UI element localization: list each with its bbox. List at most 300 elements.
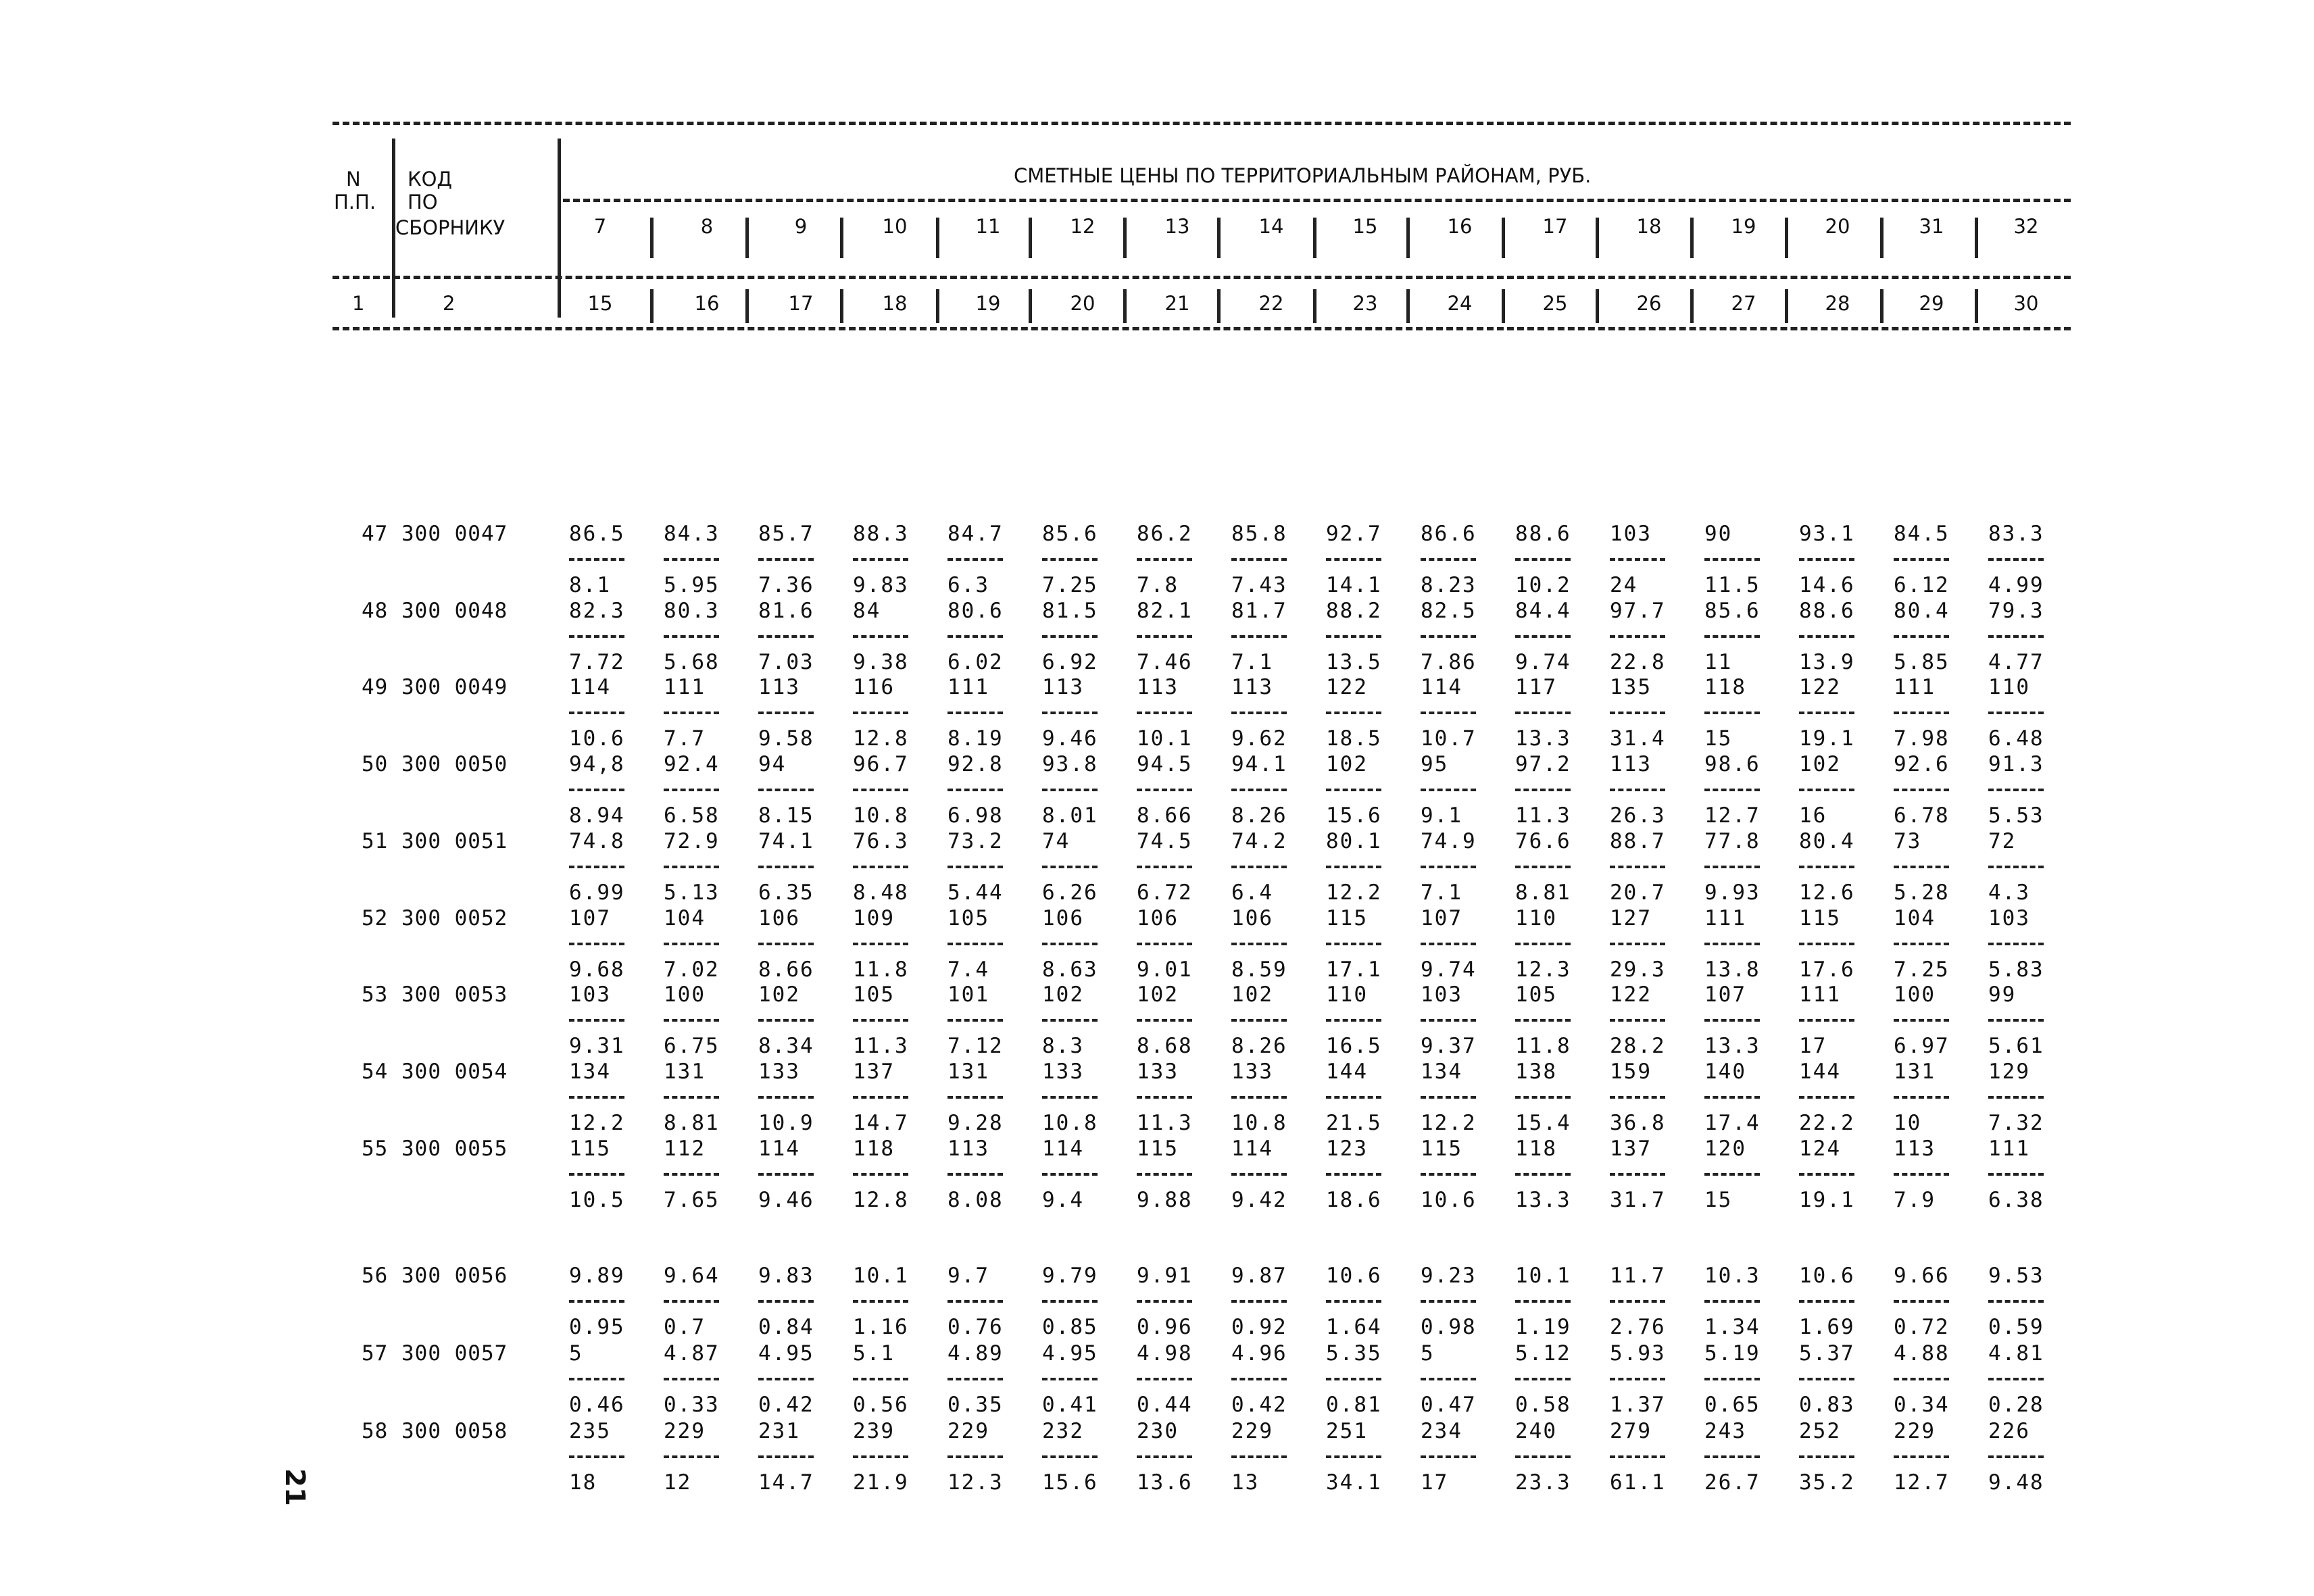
- price-total: 86.6: [1421, 522, 1477, 546]
- fraction-separator: [1042, 943, 1098, 945]
- price-wage-component: 10: [1894, 1110, 1922, 1135]
- price-total: 229: [1231, 1419, 1273, 1443]
- fraction-separator: [1137, 1096, 1192, 1099]
- price-total: 113: [1231, 675, 1273, 700]
- price-total: 9.53: [1988, 1264, 2044, 1288]
- fraction-separator: [1988, 1173, 2044, 1176]
- fraction-separator: [1610, 635, 1665, 638]
- price-total: 111: [1799, 982, 1841, 1007]
- fraction-separator: [1704, 1096, 1760, 1099]
- price-wage-component: 6.75: [664, 1034, 720, 1059]
- price-total: 118: [1515, 1136, 1557, 1161]
- fraction-separator: [1704, 866, 1760, 868]
- fraction-separator: [1231, 1378, 1287, 1380]
- price-wage-component: 0.33: [664, 1393, 720, 1417]
- price-total: 115: [569, 1136, 611, 1161]
- price-total: 137: [853, 1059, 895, 1084]
- fraction-separator: [664, 635, 719, 638]
- region-number: 18: [1636, 215, 1662, 238]
- fraction-separator: [1421, 866, 1476, 868]
- price-wage-component: 7.02: [664, 957, 720, 982]
- fraction-separator: [1894, 1173, 1949, 1176]
- column-index: 17: [788, 292, 814, 315]
- price-total: 118: [1704, 675, 1746, 700]
- price-wage-component: 17.4: [1704, 1110, 1761, 1135]
- price-wage-component: 0.72: [1894, 1315, 1950, 1339]
- price-wage-component: 4.3: [1988, 880, 2030, 905]
- fraction-separator: [1421, 635, 1476, 638]
- price-wage-component: 7.7: [664, 726, 706, 751]
- price-total: 97.2: [1515, 752, 1571, 777]
- price-wage-component: 21.9: [853, 1470, 909, 1495]
- fraction-separator: [1515, 1378, 1571, 1380]
- price-wage-component: 14.7: [853, 1110, 909, 1135]
- price-wage-component: 12.3: [1515, 957, 1571, 982]
- price-total: 111: [947, 675, 989, 700]
- price-total: 84.7: [947, 522, 1004, 546]
- fraction-separator: [1326, 1378, 1381, 1380]
- price-wage-component: 12.2: [1326, 880, 1382, 905]
- fraction-separator: [853, 1096, 908, 1099]
- header-column-divider: [1123, 289, 1127, 323]
- fraction-separator: [1137, 1173, 1192, 1176]
- fraction-separator: [1137, 1378, 1192, 1380]
- price-total: 92.8: [947, 752, 1004, 777]
- row-code: 50 300 0050: [362, 752, 508, 777]
- price-total: 113: [1894, 1136, 1936, 1161]
- fraction-separator: [1042, 1019, 1098, 1022]
- price-total: 81.6: [758, 598, 814, 623]
- price-total: 133: [758, 1059, 800, 1084]
- price-total: 106: [1137, 905, 1179, 930]
- region-number: 17: [1542, 215, 1568, 238]
- price-wage-component: 1.64: [1326, 1315, 1382, 1339]
- price-wage-component: 7.65: [664, 1187, 720, 1212]
- fraction-separator: [947, 789, 1003, 791]
- price-wage-component: 8.66: [1137, 803, 1193, 828]
- price-total: 229: [664, 1419, 706, 1443]
- price-total: 9.79: [1042, 1264, 1098, 1288]
- fraction-separator: [1610, 1019, 1665, 1022]
- price-wage-component: 13.3: [1704, 1034, 1761, 1059]
- price-total: 94.1: [1231, 752, 1287, 777]
- fraction-separator: [758, 866, 814, 868]
- price-wage-component: 6.92: [1042, 649, 1098, 674]
- fraction-separator: [1326, 789, 1381, 791]
- header-title: СМЕТНЫЕ ЦЕНЫ ПО ТЕРРИТОРИАЛЬНЫМ РАЙОНАМ, РУБ.: [1014, 164, 1592, 187]
- price-wage-component: 15.4: [1515, 1110, 1571, 1135]
- region-number: 7: [593, 215, 607, 238]
- price-wage-component: 0.95: [569, 1315, 625, 1339]
- price-total: 251: [1326, 1419, 1368, 1443]
- price-total: 84.5: [1894, 522, 1950, 546]
- price-total: 135: [1610, 675, 1652, 700]
- price-wage-component: 36.8: [1610, 1110, 1666, 1135]
- price-wage-component: 9.46: [758, 1187, 814, 1212]
- fraction-separator: [758, 1096, 814, 1099]
- price-wage-component: 7.43: [1231, 573, 1287, 597]
- price-total: 10.6: [1799, 1264, 1855, 1288]
- price-total: 131: [664, 1059, 706, 1084]
- price-total: 74.5: [1137, 828, 1193, 853]
- price-wage-component: 26.7: [1704, 1470, 1761, 1495]
- price-total: 114: [1042, 1136, 1084, 1161]
- price-wage-component: 31.4: [1610, 726, 1666, 751]
- header-column-divider: [1690, 289, 1694, 323]
- price-wage-component: 11.3: [853, 1034, 909, 1059]
- price-wage-component: 9.68: [569, 957, 625, 982]
- price-total: 95: [1421, 752, 1449, 777]
- price-total: 4.89: [947, 1341, 1004, 1366]
- fraction-separator: [569, 943, 624, 945]
- price-wage-component: 29.3: [1610, 957, 1666, 982]
- price-wage-component: 0.96: [1137, 1315, 1193, 1339]
- price-wage-component: 0.7: [664, 1315, 706, 1339]
- region-number: 13: [1164, 215, 1190, 238]
- price-total: 124: [1799, 1136, 1841, 1161]
- header-column-divider: [840, 218, 843, 258]
- fraction-separator: [853, 1300, 908, 1303]
- fraction-separator: [1231, 1019, 1287, 1022]
- header-column-divider: [1785, 218, 1788, 258]
- price-total: 144: [1326, 1059, 1368, 1084]
- price-wage-component: 16: [1799, 803, 1827, 828]
- fraction-separator: [758, 558, 814, 561]
- price-wage-component: 0.59: [1988, 1315, 2044, 1339]
- header-col-kod: КОД: [408, 168, 453, 191]
- price-total: 5.1: [853, 1341, 895, 1366]
- price-total: 110: [1326, 982, 1368, 1007]
- fraction-separator: [1988, 1455, 2044, 1458]
- price-wage-component: 8.15: [758, 803, 814, 828]
- price-wage-component: 10.5: [569, 1187, 625, 1212]
- price-total: 88.3: [853, 522, 909, 546]
- price-wage-component: 16.5: [1326, 1034, 1382, 1059]
- header-column-divider: [1596, 289, 1599, 323]
- price-wage-component: 19.1: [1799, 726, 1855, 751]
- price-total: 117: [1515, 675, 1557, 700]
- price-wage-component: 0.41: [1042, 1393, 1098, 1417]
- fraction-separator: [758, 943, 814, 945]
- price-wage-component: 6.58: [664, 803, 720, 828]
- price-wage-component: 9.93: [1704, 880, 1761, 905]
- price-wage-component: 22.2: [1799, 1110, 1855, 1135]
- fraction-separator: [1799, 1019, 1854, 1022]
- fraction-separator: [1894, 1096, 1949, 1099]
- fraction-separator: [1988, 635, 2044, 638]
- fraction-separator: [1326, 1455, 1381, 1458]
- price-total: 109: [853, 905, 895, 930]
- price-wage-component: 9.46: [1042, 726, 1098, 751]
- fraction-separator: [1421, 1096, 1476, 1099]
- header-column-divider: [840, 289, 843, 323]
- price-total: 111: [1704, 905, 1746, 930]
- price-wage-component: 12: [664, 1470, 692, 1495]
- fraction-separator: [569, 1096, 624, 1099]
- price-wage-component: 6.02: [947, 649, 1004, 674]
- price-total: 102: [758, 982, 800, 1007]
- price-total: 229: [947, 1419, 989, 1443]
- fraction-separator: [1799, 1300, 1854, 1303]
- header-column-divider: [650, 289, 654, 323]
- header-column-divider: [1785, 289, 1788, 323]
- fraction-separator: [1704, 1173, 1760, 1176]
- header-column-divider: [1406, 289, 1410, 323]
- fraction-separator: [1799, 1378, 1854, 1380]
- fraction-separator: [1042, 1096, 1098, 1099]
- price-total: 99: [1988, 982, 2017, 1007]
- fraction-separator: [1704, 1300, 1760, 1303]
- fraction-separator: [1421, 1455, 1476, 1458]
- price-wage-component: 17: [1799, 1034, 1827, 1059]
- fraction-separator: [1042, 712, 1098, 714]
- fraction-separator: [1610, 558, 1665, 561]
- fraction-separator: [1988, 943, 2044, 945]
- price-wage-component: 6.99: [569, 880, 625, 905]
- price-total: 81.5: [1042, 598, 1098, 623]
- price-wage-component: 0.56: [853, 1393, 909, 1417]
- price-total: 138: [1515, 1059, 1557, 1084]
- fraction-separator: [1704, 789, 1760, 791]
- price-total: 116: [853, 675, 895, 700]
- price-wage-component: 8.59: [1231, 957, 1287, 982]
- price-wage-component: 0.34: [1894, 1393, 1950, 1417]
- header-column-divider: [1029, 289, 1032, 323]
- price-total: 240: [1515, 1419, 1557, 1443]
- price-wage-component: 22.8: [1610, 649, 1666, 674]
- price-wage-component: 9.28: [947, 1110, 1004, 1135]
- fraction-separator: [758, 635, 814, 638]
- fraction-separator: [758, 789, 814, 791]
- fraction-separator: [853, 558, 908, 561]
- fraction-separator: [1421, 1173, 1476, 1176]
- fraction-separator: [1042, 1173, 1098, 1176]
- fraction-separator: [1515, 1300, 1571, 1303]
- price-total: 10.3: [1704, 1264, 1761, 1288]
- price-wage-component: 7.36: [758, 573, 814, 597]
- header-column-divider: [1313, 289, 1316, 323]
- price-wage-component: 8.66: [758, 957, 814, 982]
- price-wage-component: 0.42: [1231, 1393, 1287, 1417]
- price-wage-component: 8.68: [1137, 1034, 1193, 1059]
- price-wage-component: 17.6: [1799, 957, 1855, 982]
- price-wage-component: 10.1: [1137, 726, 1193, 751]
- price-total: 9.7: [947, 1264, 989, 1288]
- fraction-separator: [664, 1173, 719, 1176]
- price-wage-component: 8.48: [853, 880, 909, 905]
- fraction-separator: [1137, 1455, 1192, 1458]
- fraction-separator: [1610, 789, 1665, 791]
- price-total: 102: [1799, 752, 1841, 777]
- price-total: 86.5: [569, 522, 625, 546]
- header-column-divider: [1029, 218, 1032, 258]
- price-total: 120: [1704, 1136, 1746, 1161]
- price-total: 82.5: [1421, 598, 1477, 623]
- fraction-separator: [853, 866, 908, 868]
- price-wage-component: 12.7: [1704, 803, 1761, 828]
- price-total: 94.5: [1137, 752, 1193, 777]
- price-total: 4.96: [1231, 1341, 1287, 1366]
- fraction-separator: [947, 558, 1003, 561]
- price-total: 111: [1988, 1136, 2030, 1161]
- row-code: 47 300 0047: [362, 522, 508, 546]
- fraction-separator: [1610, 1378, 1665, 1380]
- fraction-separator: [1515, 712, 1571, 714]
- price-wage-component: 1.16: [853, 1315, 909, 1339]
- fraction-separator: [1610, 1300, 1665, 1303]
- header-column-divider: [1975, 218, 1978, 258]
- fraction-separator: [1799, 789, 1854, 791]
- price-total: 105: [947, 905, 989, 930]
- region-number: 19: [1731, 215, 1756, 238]
- fraction-separator: [1421, 789, 1476, 791]
- header-column-divider: [1596, 218, 1599, 258]
- price-total: 234: [1421, 1419, 1462, 1443]
- header-column-divider: [1975, 289, 1978, 323]
- price-total: 133: [1231, 1059, 1273, 1084]
- price-wage-component: 9.48: [1988, 1470, 2044, 1495]
- price-wage-component: 23.3: [1515, 1470, 1571, 1495]
- price-total: 122: [1799, 675, 1841, 700]
- fraction-separator: [569, 1300, 624, 1303]
- price-wage-component: 1.37: [1610, 1393, 1666, 1417]
- fraction-separator: [1042, 635, 1098, 638]
- fraction-separator: [1894, 558, 1949, 561]
- price-wage-component: 9.74: [1515, 649, 1571, 674]
- fraction-separator: [1704, 1019, 1760, 1022]
- price-wage-component: 7.25: [1894, 957, 1950, 982]
- price-total: 107: [1421, 905, 1462, 930]
- fraction-separator: [1610, 1096, 1665, 1099]
- price-wage-component: 11.3: [1515, 803, 1571, 828]
- fraction-separator: [1894, 1300, 1949, 1303]
- fraction-separator: [1988, 1019, 2044, 1022]
- header-column-divider: [936, 289, 939, 323]
- price-total: 235: [569, 1419, 611, 1443]
- header-col-n: N: [346, 168, 361, 191]
- price-total: 105: [1515, 982, 1557, 1007]
- price-wage-component: 7.25: [1042, 573, 1098, 597]
- price-wage-component: 8.01: [1042, 803, 1098, 828]
- fraction-separator: [1799, 1455, 1854, 1458]
- column-index: 26: [1636, 292, 1662, 315]
- fraction-separator: [1231, 789, 1287, 791]
- column-index: 30: [2013, 292, 2039, 315]
- header-column-divider: [1406, 218, 1410, 258]
- fraction-separator: [1137, 789, 1192, 791]
- price-total: 122: [1326, 675, 1368, 700]
- price-wage-component: 0.46: [569, 1393, 625, 1417]
- fraction-separator: [1799, 558, 1854, 561]
- fraction-separator: [1894, 1019, 1949, 1022]
- price-wage-component: 6.4: [1231, 880, 1273, 905]
- price-total: 110: [1515, 905, 1557, 930]
- fraction-separator: [1326, 558, 1381, 561]
- price-wage-component: 8.81: [664, 1110, 720, 1135]
- price-wage-component: 6.26: [1042, 880, 1098, 905]
- price-wage-component: 1.34: [1704, 1315, 1761, 1339]
- price-wage-component: 18: [569, 1470, 597, 1495]
- price-wage-component: 10.2: [1515, 573, 1571, 597]
- region-number: 14: [1258, 215, 1284, 238]
- price-wage-component: 7.1: [1231, 649, 1273, 674]
- price-total: 10.1: [853, 1264, 909, 1288]
- fraction-separator: [1231, 712, 1287, 714]
- price-wage-component: 4.77: [1988, 649, 2044, 674]
- price-total: 84: [853, 598, 881, 623]
- price-total: 102: [1137, 982, 1179, 1007]
- fraction-separator: [1042, 1455, 1098, 1458]
- column-index: 15: [587, 292, 613, 315]
- price-total: 9.89: [569, 1264, 625, 1288]
- price-wage-component: 6.78: [1894, 803, 1950, 828]
- price-wage-component: 5.13: [664, 880, 720, 905]
- price-total: 5.19: [1704, 1341, 1761, 1366]
- header-column-divider: [1880, 289, 1884, 323]
- price-total: 92.4: [664, 752, 720, 777]
- fraction-separator: [947, 635, 1003, 638]
- price-wage-component: 9.58: [758, 726, 814, 751]
- price-wage-component: 13.3: [1515, 726, 1571, 751]
- fraction-separator: [1137, 558, 1192, 561]
- price-total: 115: [1421, 1136, 1462, 1161]
- price-total: 159: [1610, 1059, 1652, 1084]
- fraction-separator: [1894, 789, 1949, 791]
- price-total: 279: [1610, 1419, 1652, 1443]
- price-wage-component: 5.95: [664, 573, 720, 597]
- header-column-divider: [1123, 218, 1127, 258]
- fraction-separator: [1421, 1019, 1476, 1022]
- row-code: 57 300 0057: [362, 1341, 508, 1366]
- fraction-separator: [947, 1173, 1003, 1176]
- price-wage-component: 14.6: [1799, 573, 1855, 597]
- price-wage-component: 10.8: [853, 803, 909, 828]
- fraction-separator: [1515, 635, 1571, 638]
- price-wage-component: 8.23: [1421, 573, 1477, 597]
- fraction-separator: [1894, 943, 1949, 945]
- price-total: 102: [1042, 982, 1084, 1007]
- row-code: 53 300 0053: [362, 982, 508, 1007]
- price-wage-component: 6.97: [1894, 1034, 1950, 1059]
- fraction-separator: [1610, 866, 1665, 868]
- fraction-separator: [569, 789, 624, 791]
- fraction-separator: [1704, 943, 1760, 945]
- price-wage-component: 0.44: [1137, 1393, 1193, 1417]
- fraction-separator: [664, 866, 719, 868]
- price-wage-component: 8.19: [947, 726, 1004, 751]
- price-total: 137: [1610, 1136, 1652, 1161]
- price-total: 80.4: [1894, 598, 1950, 623]
- price-total: 102: [1231, 982, 1273, 1007]
- price-total: 134: [1421, 1059, 1462, 1084]
- price-wage-component: 13.5: [1326, 649, 1382, 674]
- price-wage-component: 0.98: [1421, 1315, 1477, 1339]
- price-wage-component: 24: [1610, 573, 1638, 597]
- fraction-separator: [853, 1455, 908, 1458]
- fraction-separator: [664, 1019, 719, 1022]
- fraction-separator: [1610, 943, 1665, 945]
- price-total: 104: [1894, 905, 1936, 930]
- fraction-separator: [1231, 558, 1287, 561]
- price-total: 113: [1610, 752, 1652, 777]
- fraction-separator: [664, 712, 719, 714]
- price-wage-component: 17.1: [1326, 957, 1382, 982]
- price-total: 88.6: [1799, 598, 1855, 623]
- price-total: 122: [1610, 982, 1652, 1007]
- price-wage-component: 7.8: [1137, 573, 1179, 597]
- fraction-separator: [1894, 1378, 1949, 1380]
- price-total: 127: [1610, 905, 1652, 930]
